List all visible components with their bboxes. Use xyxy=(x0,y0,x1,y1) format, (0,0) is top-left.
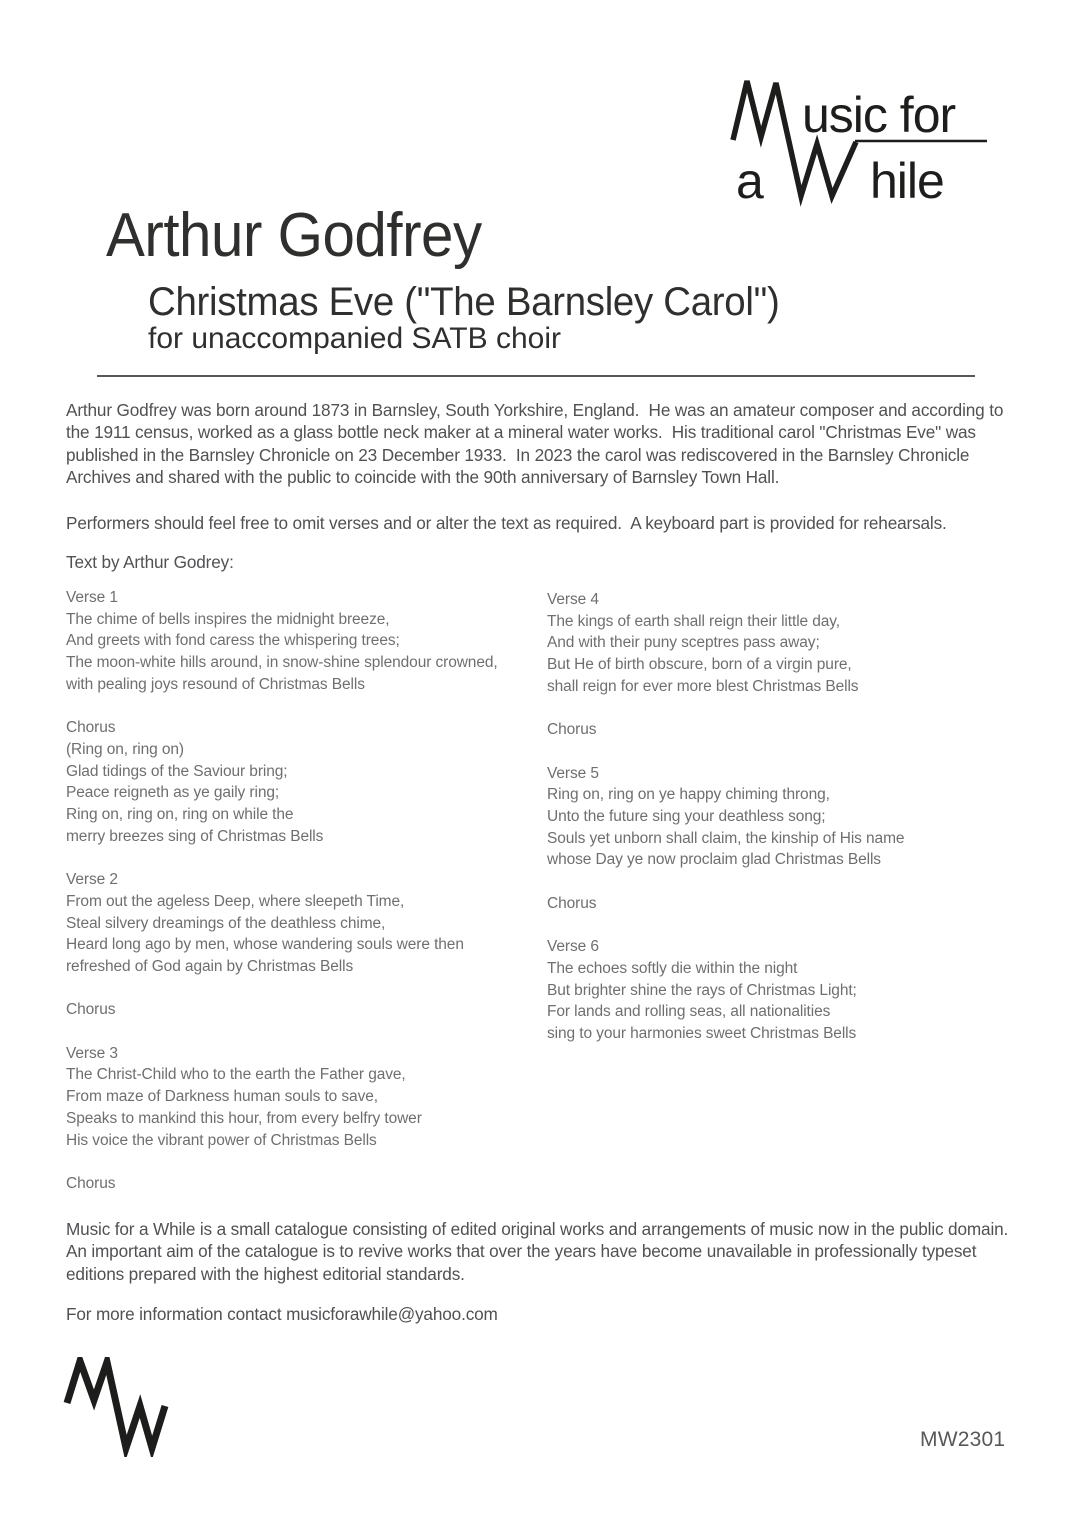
lyric-line: Ring on, ring on ye happy chiming throng, xyxy=(547,786,830,804)
lyric-line: But brighter shine the rays of Christmas Light; xyxy=(547,981,857,999)
lyric-line: Unto the future sing your deathless song; xyxy=(547,808,826,825)
stanza-chorus-ref xyxy=(66,999,536,1021)
lyric-line: The kings of earth shall reign their little day, xyxy=(547,612,841,630)
lyric-line: From maze of Darkness human souls to save, xyxy=(66,1088,378,1106)
composer-name: Arthur Godfrey xyxy=(106,201,482,270)
stanza-verse-1 xyxy=(66,587,536,696)
stanza-label: Verse 1 xyxy=(66,589,118,606)
stanza-verse-4 xyxy=(547,589,1017,698)
catalogue-number: MW2301 xyxy=(920,1428,1006,1451)
stanza-verse-2 xyxy=(66,869,536,978)
catalogue-note: Music for a While is a small catalogue consisting of edited original works and arrangements of music now in the public domain. An important aim of the catalogue is to revive works that over the years have become unavailable in professionally typeset editions prepared with the highest editorial standards. xyxy=(66,1219,1017,1284)
lyric-line: The chime of bells inspires the midnight breeze, xyxy=(66,610,390,628)
lyric-line: merry breezes sing of Christmas Bells xyxy=(66,827,324,845)
lyric-line: For lands and rolling seas, all nationalities xyxy=(547,1003,831,1021)
lyric-line: His voice the vibrant power of Christmas Bells xyxy=(66,1131,377,1149)
stanza-verse-5 xyxy=(547,763,1017,872)
stanza-label: Chorus xyxy=(66,719,116,737)
performance-note: Performers should feel free to omit verses and or alter the text as required. A keyboard part is provided for rehearsals. xyxy=(66,513,947,533)
logo-text-hile: hile xyxy=(870,153,944,208)
lyric-line: And with their puny sceptres pass away; xyxy=(547,634,820,652)
lyric-line: Peace reigneth as ye gaily ring; xyxy=(66,784,280,802)
contact-line: For more information contact musicforawhile@yahoo.com xyxy=(66,1304,498,1324)
text-by-label: Text by Arthur Godrey: xyxy=(66,552,234,572)
stanza-label: Chorus xyxy=(66,1174,116,1192)
lyric-line: The moon-white hills around, in snow-shine splendour crowned, xyxy=(66,654,498,672)
lyric-line: From out the ageless Deep, where sleepeth Time, xyxy=(66,892,405,910)
music-for-a-while-logo xyxy=(722,68,992,208)
lyric-line: Souls yet unborn shall claim, the kinship of His name xyxy=(547,829,905,847)
logo-text-a: a xyxy=(736,153,763,208)
stanza-verse-3 xyxy=(66,1043,536,1152)
stanza-chorus-ref xyxy=(547,719,1017,741)
stanza-label: Verse 6 xyxy=(547,938,599,956)
lyric-line: Heard long ago by men, whose wandering souls were then xyxy=(66,936,464,954)
mw-zigzag-mark xyxy=(67,1361,165,1448)
lyric-line: Speaks to mankind this hour, from every belfry tower xyxy=(66,1109,422,1127)
lyric-line: The Christ-Child who to the earth the Father gave, xyxy=(66,1066,406,1084)
lyric-line: sing to your harmonies sweet Christmas Bells xyxy=(547,1025,857,1042)
lyric-line: with pealing joys resound of Christmas Bells xyxy=(66,675,365,693)
stanza-label: Verse 4 xyxy=(547,591,599,608)
lyric-line: Glad tidings of the Saviour bring; xyxy=(66,762,288,780)
logo-text-usic-for: usic for xyxy=(802,87,956,143)
mw-monogram-logo xyxy=(58,1357,178,1457)
lyric-line: But He of birth obscure, born of a virgin pure, xyxy=(547,656,852,674)
stanza-label: Verse 3 xyxy=(66,1044,118,1062)
divider-rule xyxy=(97,375,975,377)
stanza-label: Chorus xyxy=(66,1001,116,1019)
lyric-line: whose Day ye now proclaim glad Christmas Bells xyxy=(547,851,881,869)
biography-paragraph: Arthur Godfrey was born around 1873 in Barnsley, South Yorkshire, England. He was an amateur composer and according to the 1911 census, worked as a glass bottle neck maker at a mineral water works. His traditional carol "Christmas Eve" was published in the Barnsley Chronicle on 23 December 1933. In 2023 the carol was rediscovered in the Barnsley Chronicle Archives and shared with the public to coincide with the 90th anniversary of Barnsley Town Hall. xyxy=(66,400,1008,488)
lyrics-left-column xyxy=(66,587,536,1216)
lyric-line: The echoes softly die within the night xyxy=(547,959,798,977)
lyric-line: shall reign for ever more blest Christmas Bells xyxy=(547,677,859,695)
stanza-verse-6 xyxy=(547,936,1017,1045)
stanza-label: Chorus xyxy=(547,894,597,912)
stanza-label: Verse 5 xyxy=(547,764,599,782)
work-subtitle: for unaccompanied SATB choir xyxy=(148,322,561,355)
lyric-line: (Ring on, ring on) xyxy=(66,740,184,758)
stanza-chorus-ref xyxy=(66,1173,536,1195)
stanza-label: Verse 2 xyxy=(66,871,118,889)
lyric-line: Ring on, ring on, ring on while the xyxy=(66,806,294,824)
lyric-line: refreshed of God again by Christmas Bells xyxy=(66,957,354,975)
lyrics-right-column xyxy=(547,589,1017,1066)
lyric-line: And greets with fond caress the whispering trees; xyxy=(66,632,400,650)
lyric-line: Steal silvery dreamings of the deathless chime, xyxy=(66,914,386,932)
stanza-chorus-ref xyxy=(547,893,1017,915)
stanza-label: Chorus xyxy=(547,721,597,739)
work-title: Christmas Eve ("The Barnsley Carol") xyxy=(148,280,780,324)
stanza-chorus xyxy=(66,717,536,847)
